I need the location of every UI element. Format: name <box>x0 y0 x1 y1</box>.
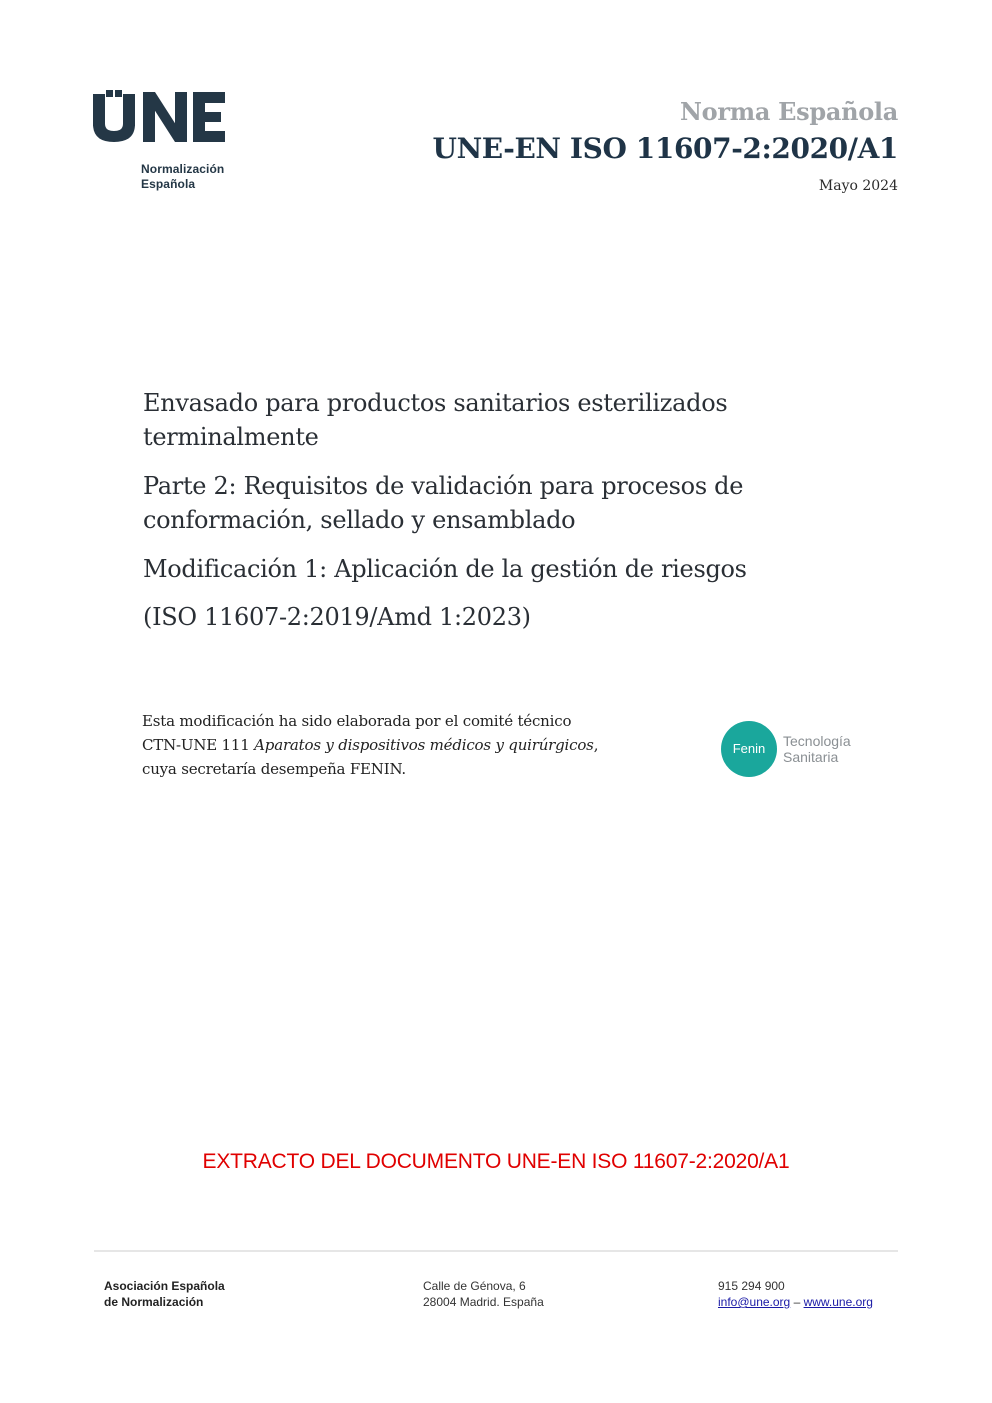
une-logo <box>93 90 233 195</box>
title-part-2 <box>143 469 863 537</box>
committee-line <box>142 733 702 757</box>
une-logo-subtitle <box>141 162 224 192</box>
committee-line: cuya secretaría desempeña FENIN. <box>142 760 406 778</box>
committee-name: Aparatos y dispositivos médicos y quirúrgicos <box>254 736 594 754</box>
une-subtitle-line1: Normalización <box>141 162 225 176</box>
extract-notice: EXTRACTO DEL DOCUMENTO UNE-EN ISO 11607-2:2020/A1 <box>202 1150 790 1173</box>
footer-org-line: de Normalización <box>104 1295 204 1309</box>
fenin-tagline-line2: Sanitaria <box>783 749 839 765</box>
footer-link-separator: – <box>790 1295 804 1309</box>
footer-org-line: Asociación Española <box>104 1279 225 1293</box>
fenin-tagline-line1: Tecnología <box>783 733 851 749</box>
title-line: Envasado para productos sanitarios esterilizados <box>143 389 728 417</box>
footer-divider <box>94 1250 898 1252</box>
email-link[interactable]: info@une.org <box>718 1295 791 1309</box>
norma-label: Norma Española <box>680 97 898 126</box>
website-link[interactable]: www.une.org <box>803 1295 873 1309</box>
title-amendment: Modificación 1: Aplicación de la gestión de riesgos <box>143 555 747 583</box>
norma-date: Mayo 2024 <box>818 178 898 194</box>
title-line: terminalmente <box>143 423 319 451</box>
committee-comma: , <box>593 736 599 754</box>
fenin-tagline <box>783 733 851 765</box>
footer-address <box>423 1278 544 1310</box>
footer-phone: 915 294 900 <box>718 1279 785 1293</box>
une-wordmark-icon <box>93 90 227 146</box>
title-line: Parte 2: Requisitos de validación para procesos de <box>143 472 744 500</box>
fenin-circle-icon: Fenin <box>721 721 777 777</box>
une-subtitle-line2: Española <box>141 177 196 191</box>
committee-statement <box>142 709 702 781</box>
committee-line: Esta modificación ha sido elaborada por el comité técnico <box>142 712 572 730</box>
document-header <box>433 96 898 196</box>
title-part-main <box>143 386 863 454</box>
footer-contact <box>718 1278 873 1310</box>
title-line: conformación, sellado y ensamblado <box>143 506 576 534</box>
footer-links <box>718 1294 873 1310</box>
committee-code: CTN-UNE 111 <box>142 736 255 754</box>
footer-address-line: 28004 Madrid. España <box>423 1295 544 1309</box>
norma-code: UNE-EN ISO 11607-2:2020/A1 <box>432 132 898 165</box>
fenin-logo <box>721 721 871 781</box>
title-iso-reference: (ISO 11607-2:2019/Amd 1:2023) <box>143 603 531 631</box>
footer-organization <box>104 1278 225 1310</box>
footer-address-line: Calle de Génova, 6 <box>423 1279 526 1293</box>
document-title <box>143 386 863 634</box>
